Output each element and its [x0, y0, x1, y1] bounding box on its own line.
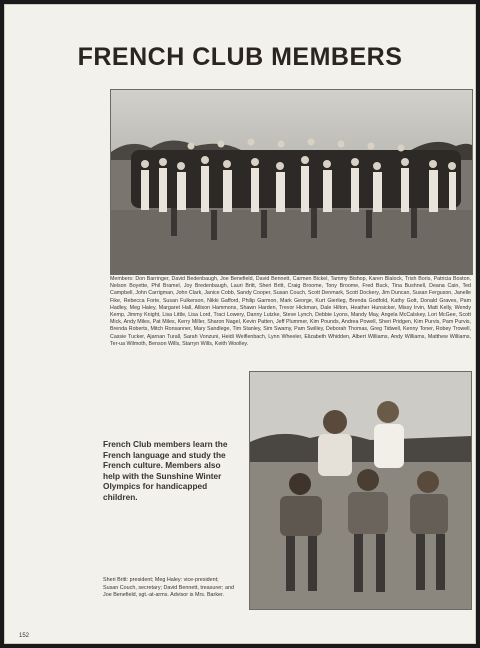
page-title: FRENCH CLUB MEMBERS	[77, 43, 403, 71]
yearbook-page	[4, 4, 476, 644]
officers-caption: Sheri Britt: president; Meg Haley: vice-president; Susan Couch, secretary; David Bennett, treasurer; and Joe Benefield, sgt.-at-arms. Advisor is Mrs. Barker.	[103, 577, 234, 599]
group-photo	[110, 89, 473, 275]
members-list: Members: Don Barringer, David Bedenbaugh, Joe Benefield, David Bennett, Carmen Bickel, Tammy Bishop, Karen Blalock, Trish Boris, Patricia Boston, Nelson Boyette, Phil Bramel, Joy Bredenbaugh, Lauri Britt, Sheri Britt, Craig Broome, Tony Broome, Fred Buck, Tina Bushnell, Deana Cain, Ted Campbell, John Carrigman, John Clark, Janice Cobb, Sandy Cooper, Susan Couch, Scott Denmark, Scott Dockery, Jim Duncan, Susan Ferguson, Janelle Fike, Rebecca Forte, Susan Fulkerson, Nikki Gafford, Philip Garmon, Mark George, Kurt Gierlieg, Brenda Godfold, Kathy Gott, Donald Graves, Pam Hadley, Meg Haley, Margaret Hall, Allison Hammons, Shawn Harden, Trevor Hickman, Dale Hilton, Heather Hunsicker, Missy Irvin, Matt Kelly, Wendy Kemp, Jimmy Knight, Lisa Little, Lisa Lord, Traci Lowery, Danny Lutzke, Steve Lynch, Debbie Lyons, Mandy May, Angela McCalskey, Lori McGee, Scott Mick, Andy Miles, Pat Miles, Kerry Miller, Sharon Nagel, Kevin Patten, Jeff Plummer, Kim Pounds, Andrea Powell, Sheri Pridgen, Kim Purvis, Pam Purvis, Brenda Roberts, Mitch Ronsanner, Mary Sandlege, Tim Stanley, Sim Swamy, Pam Swilley, Deborah Thomas, Greg Tidwell, Kenny Toner, Robey Trowell, Cassie Tucker, Ajarnan Turall, Sarah Vonzuni, Heidi Weiflenbach, Lynn Wheeler, Elizabeth Whidden, Albert Williams, Andy Williams, Matthew Williams, Ter-ua Wilmoth, Benson Wills, Starryn Wills, Keith Woolley.	[110, 276, 471, 347]
club-description: French Club members learn the French language and study the French culture. Members also help with the Sunshine Winter Olympics for handicapped children.	[103, 439, 228, 502]
officers-photo	[249, 371, 472, 610]
page-number: 152	[19, 633, 30, 639]
